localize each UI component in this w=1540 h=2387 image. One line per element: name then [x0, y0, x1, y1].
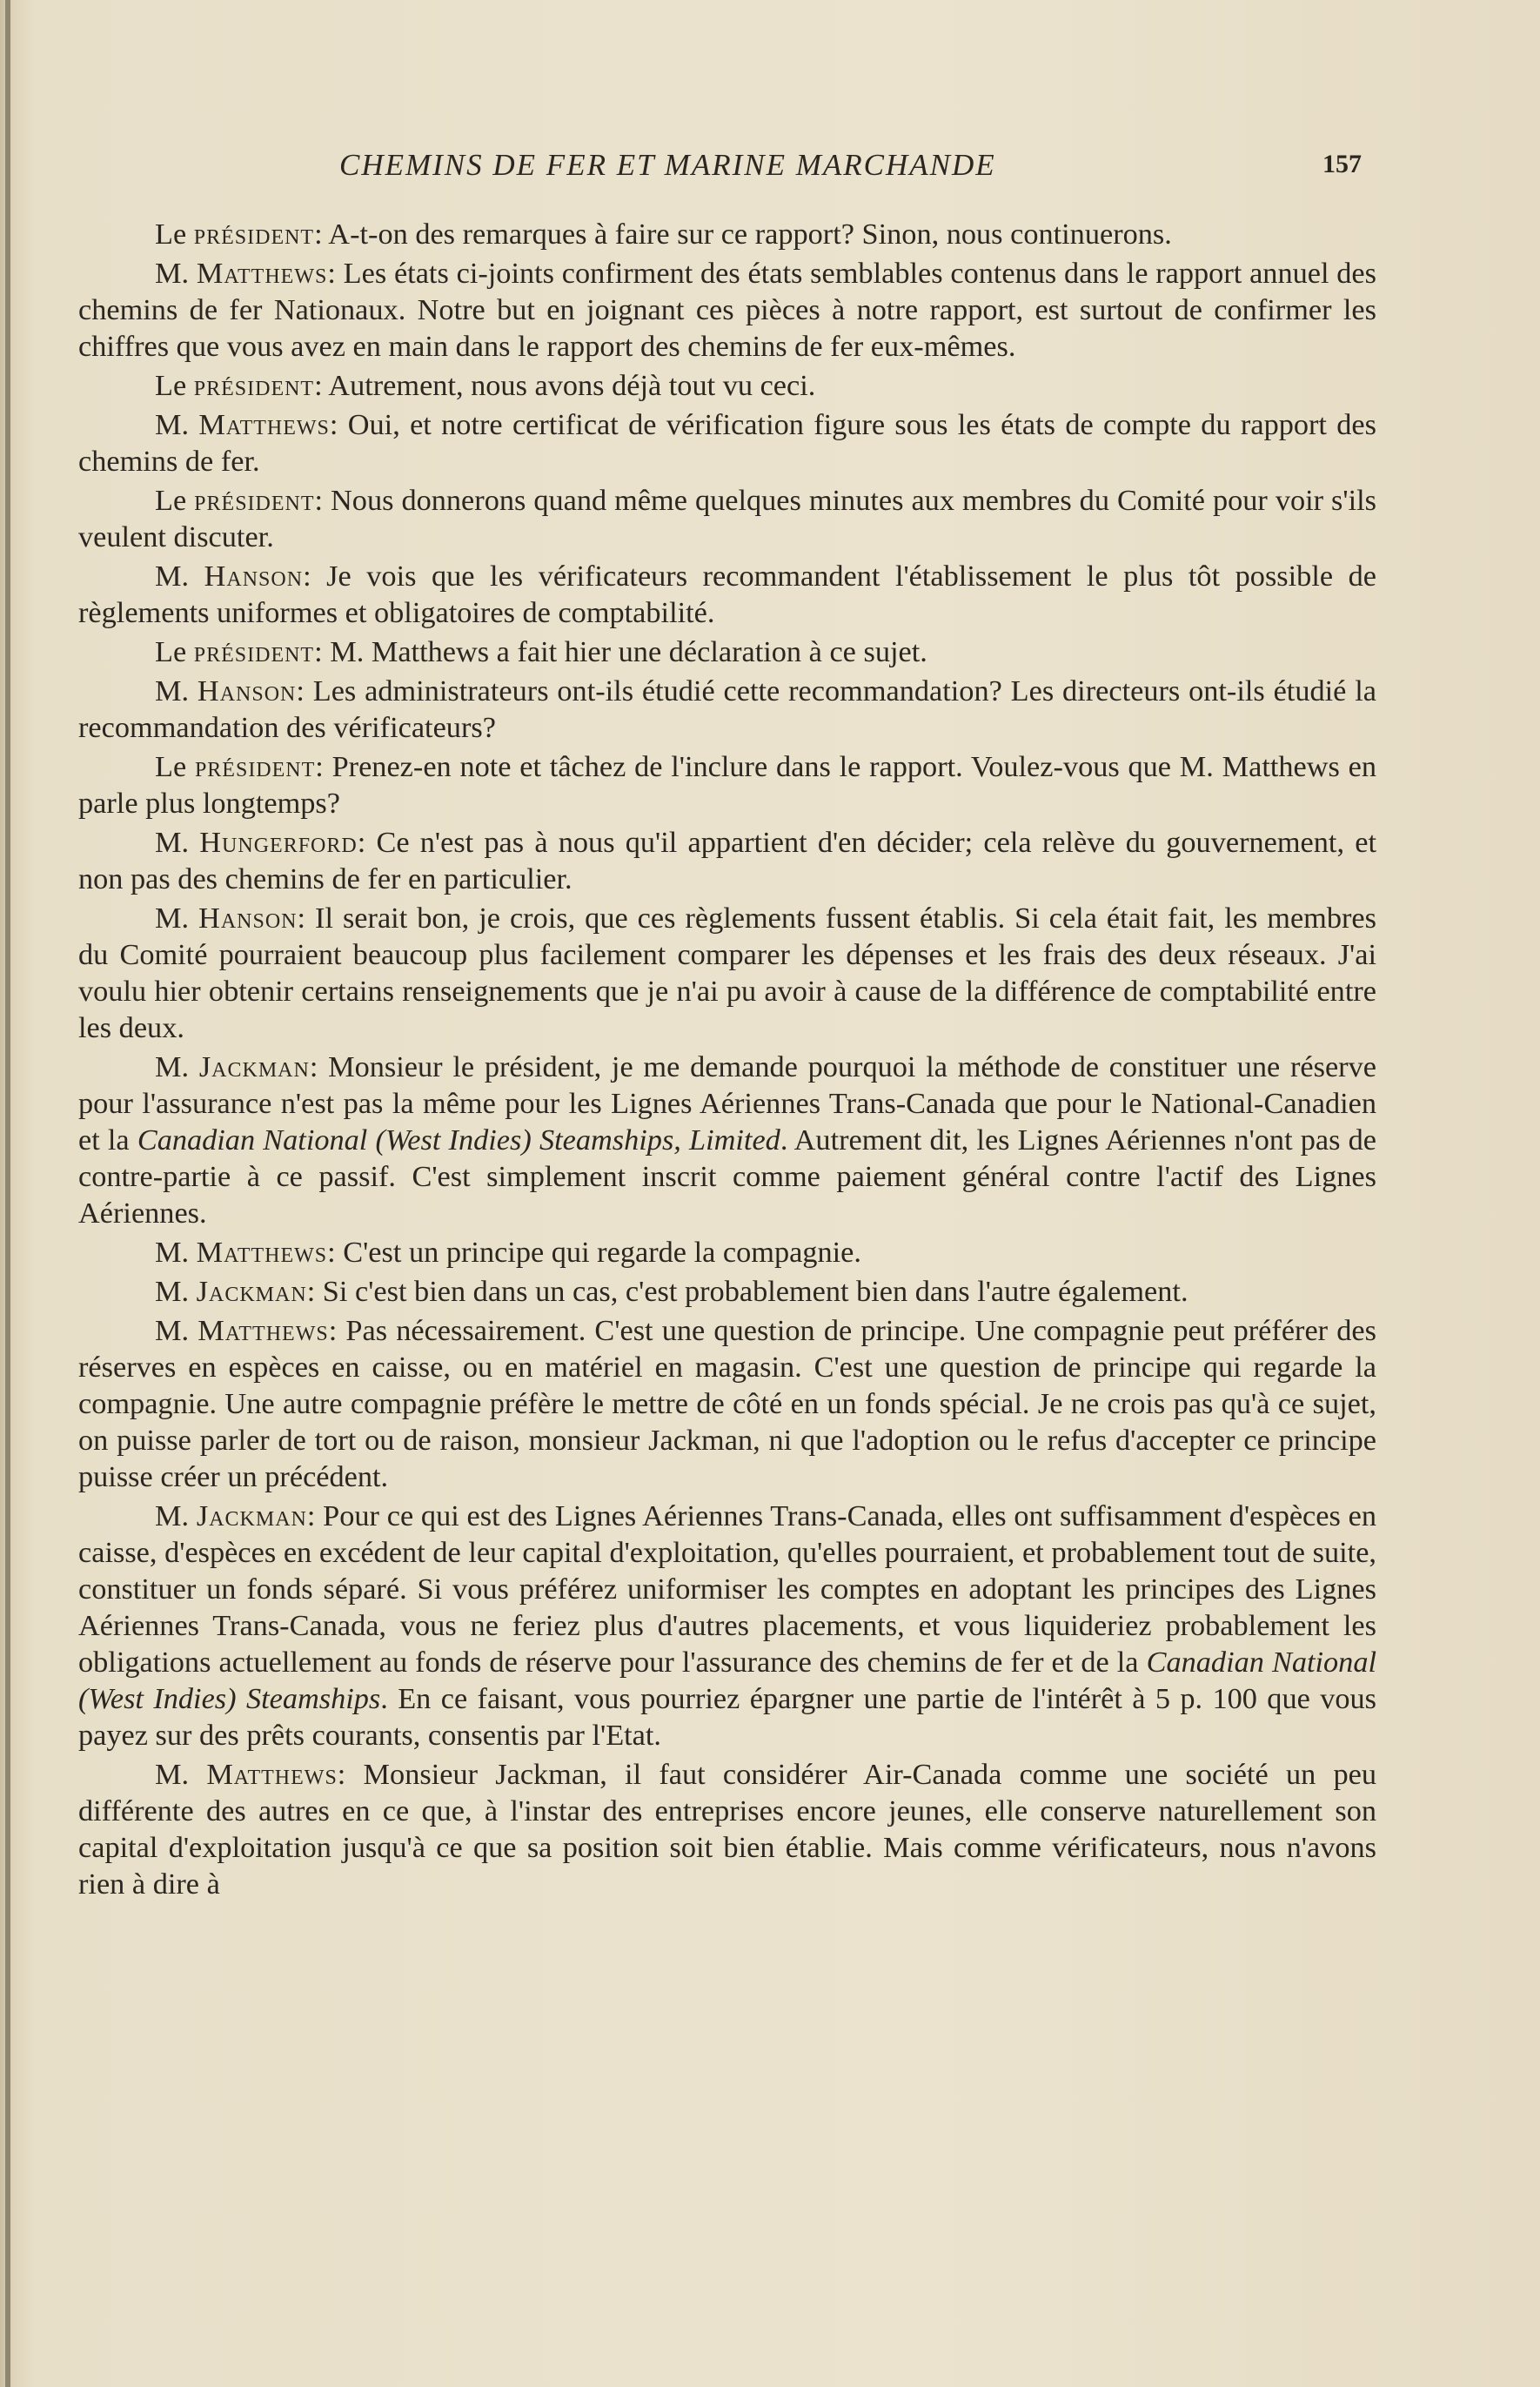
company-name-italic: Canadian National (West Indies) Steamships, Limited: [137, 1123, 780, 1157]
speaker-prefix: Le: [155, 635, 194, 668]
speaker-name: président: [193, 218, 315, 251]
speaker-name: Jackman: [198, 1050, 310, 1083]
speaker-name: Jackman: [196, 1499, 307, 1532]
speaker-prefix: M.: [155, 257, 197, 290]
paragraph-text: : Pour ce qui est des Lignes Aériennes Trans-Canada, elles ont suffisamment d'espèces en caisse, d'espèces en excédent de leur capital d'exploitation, qu'elles pourraient, et probablement tout de suite, constituer un fonds séparé. Si vous préférez uniformiser les comptes en adoptant les principes des Lignes Aériennes Trans-Canada, vous ne feriez plus d'autres placements, et vous liquideriez probablement les obligations actuellement au fonds de réserve pour l'assurance des chemins de fer et de la: [78, 1499, 1376, 1679]
paragraph: [78, 748, 1376, 821]
speaker-name: Hanson: [204, 560, 304, 593]
paragraph: [78, 216, 1376, 252]
paragraph: [78, 673, 1376, 746]
speaker-prefix: M.: [155, 1314, 198, 1347]
paragraph-text: : Les administrateurs ont-ils étudié cette recommandation? Les directeurs ont-ils étudié la recommandation des vérificateurs?: [78, 674, 1376, 744]
binding-edge: [5, 0, 10, 2387]
speaker-prefix: M.: [155, 1499, 197, 1532]
paragraph: [78, 824, 1376, 897]
paragraph: [78, 1234, 1376, 1271]
paragraph-text: : Les états ci-joints confirment des états semblables contenus dans le rapport annuel des chemins de fer Nationaux. Notre but en joignant ces pièces à notre rapport, est surtout de confirmer les chiffres que vous avez en main dans le rapport des chemins de fer eux-mêmes.: [78, 257, 1376, 363]
speaker-prefix: M.: [155, 674, 198, 707]
paragraph: [78, 634, 1376, 670]
speaker-prefix: M.: [155, 560, 204, 593]
paragraph-text: : Oui, et notre certificat de vérification figure sous les états de compte du rapport des chemins de fer.: [78, 408, 1376, 478]
speaker-name: Matthews: [198, 408, 330, 441]
paragraph: [78, 255, 1376, 365]
body-text: [78, 216, 1376, 1905]
page-number: 157: [1322, 150, 1362, 178]
paragraph: [78, 558, 1376, 631]
paragraph-text: : Ce n'est pas à nous qu'il appartient d'en décider; cela relève du gouvernement, et non pas des chemins de fer en particulier.: [78, 826, 1376, 895]
paragraph-text: : Nous donnerons quand même quelques minutes aux membres du Comité pour voir s'ils veulent discuter.: [78, 484, 1376, 553]
paragraph-text: : Monsieur le président, je me demande pourquoi la méthode de constituer une réserve pour l'assurance n'est pas la même pour les Lignes Aériennes Trans-Canada que pour le National-Canadien et la: [78, 1050, 1376, 1157]
speaker-prefix: M.: [155, 902, 199, 935]
paragraph-text: : Pas nécessairement. C'est une question de principe. Une compagnie peut préférer des réserves en espèces en caisse, ou en matériel en magasin. C'est une question de principe qui regarde la compagnie. Une autre compagnie préfère le mettre de côté en un fonds spécial. Je ne crois pas qu'à ce sujet, on puisse parler de tort ou de raison, monsieur Jackman, ni que l'adoption ou le refus d'accepter ce principe puisse créer un précédent.: [78, 1314, 1376, 1493]
paragraph: [78, 1756, 1376, 1902]
speaker-prefix: M.: [155, 408, 199, 441]
paragraph-text: : Si c'est bien dans un cas, c'est probablement bien dans l'autre également.: [306, 1275, 1188, 1308]
speaker-prefix: M.: [155, 1236, 197, 1269]
speaker-prefix: M.: [155, 1275, 197, 1308]
paragraph-text: : Je vois que les vérificateurs recommandent l'établissement le plus tôt possible de règlements uniformes et obligatoires de comptabilité.: [78, 560, 1376, 629]
paragraph-text: : A-t-on des remarques à faire sur ce rapport? Sinon, nous continuerons.: [314, 218, 1172, 251]
paragraph-text-continued: . En ce faisant, vous pourriez épargner une partie de l'intérêt à 5 p. 100 que vous payez sur des prêts courants, consentis par l'Etat.: [78, 1682, 1376, 1752]
speaker-prefix: M.: [155, 826, 200, 859]
speaker-prefix: Le: [155, 218, 194, 251]
speaker-name: Hanson: [198, 902, 298, 935]
paragraph: [78, 406, 1376, 479]
speaker-name: président: [193, 369, 315, 402]
speaker-name: Matthews: [196, 257, 328, 290]
page-header: [78, 148, 1383, 191]
speaker-name: Matthews: [196, 1236, 328, 1269]
speaker-name: président: [194, 750, 316, 783]
paragraph: [78, 900, 1376, 1046]
paragraph-text: : Autrement, nous avons déjà tout vu ceci.: [314, 369, 816, 402]
speaker-name: Hanson: [197, 674, 297, 707]
speaker-prefix: Le: [155, 750, 195, 783]
company-name-italic: Canadian National (West Indies) Steamships: [78, 1646, 1376, 1715]
paragraph-text: : Prenez-en note et tâchez de l'inclure dans le rapport. Voulez-vous que M. Matthews en parle plus longtemps?: [78, 750, 1376, 820]
paragraph-text: : Monsieur Jackman, il faut considérer Air-Canada comme une société un peu différente des autres en ce que, à l'instar des entreprises encore jeunes, elle conserve naturellement son capital d'exploitation jusqu'à ce que sa position soit bien établie. Mais comme vérificateurs, nous n'avons rien à dire à: [78, 1758, 1376, 1901]
speaker-name: président: [194, 484, 315, 517]
paragraph-text: : M. Matthews a fait hier une déclaration à ce sujet.: [314, 635, 927, 668]
speaker-prefix: Le: [155, 369, 194, 402]
paragraph: [78, 1273, 1376, 1310]
speaker-prefix: Le: [155, 484, 195, 517]
speaker-name: président: [193, 635, 315, 668]
speaker-name: Matthews: [198, 1314, 329, 1347]
paragraph: [78, 1049, 1376, 1231]
paragraph: [78, 1312, 1376, 1495]
speaker-prefix: M.: [155, 1050, 199, 1083]
paragraph-text: : C'est un principe qui regarde la compagnie.: [327, 1236, 861, 1269]
paragraph-text-continued: . Autrement dit, les Lignes Aériennes n'ont pas de contre-partie à ce passif. C'est simplement inscrit comme paiement général contre l'actif des Lignes Aériennes.: [78, 1123, 1376, 1230]
speaker-prefix: M.: [155, 1758, 207, 1791]
paragraph: [78, 1498, 1376, 1753]
running-head: CHEMINS DE FER ET MARINE MARCHANDE: [339, 148, 996, 182]
speaker-name: Matthews: [206, 1758, 338, 1791]
paragraph-text: : Il serait bon, je crois, que ces règlements fussent établis. Si cela était fait, les membres du Comité pourraient beaucoup plus facilement comparer les dépenses et les frais des deux réseaux. J'ai voulu hier obtenir certains renseignements que je n'ai pu avoir à cause de la différence de comptabilité entre les deux.: [78, 902, 1376, 1044]
speaker-name: Hungerford: [199, 826, 358, 859]
paragraph: [78, 367, 1376, 404]
paragraph: [78, 482, 1376, 555]
speaker-name: Jackman: [196, 1275, 307, 1308]
